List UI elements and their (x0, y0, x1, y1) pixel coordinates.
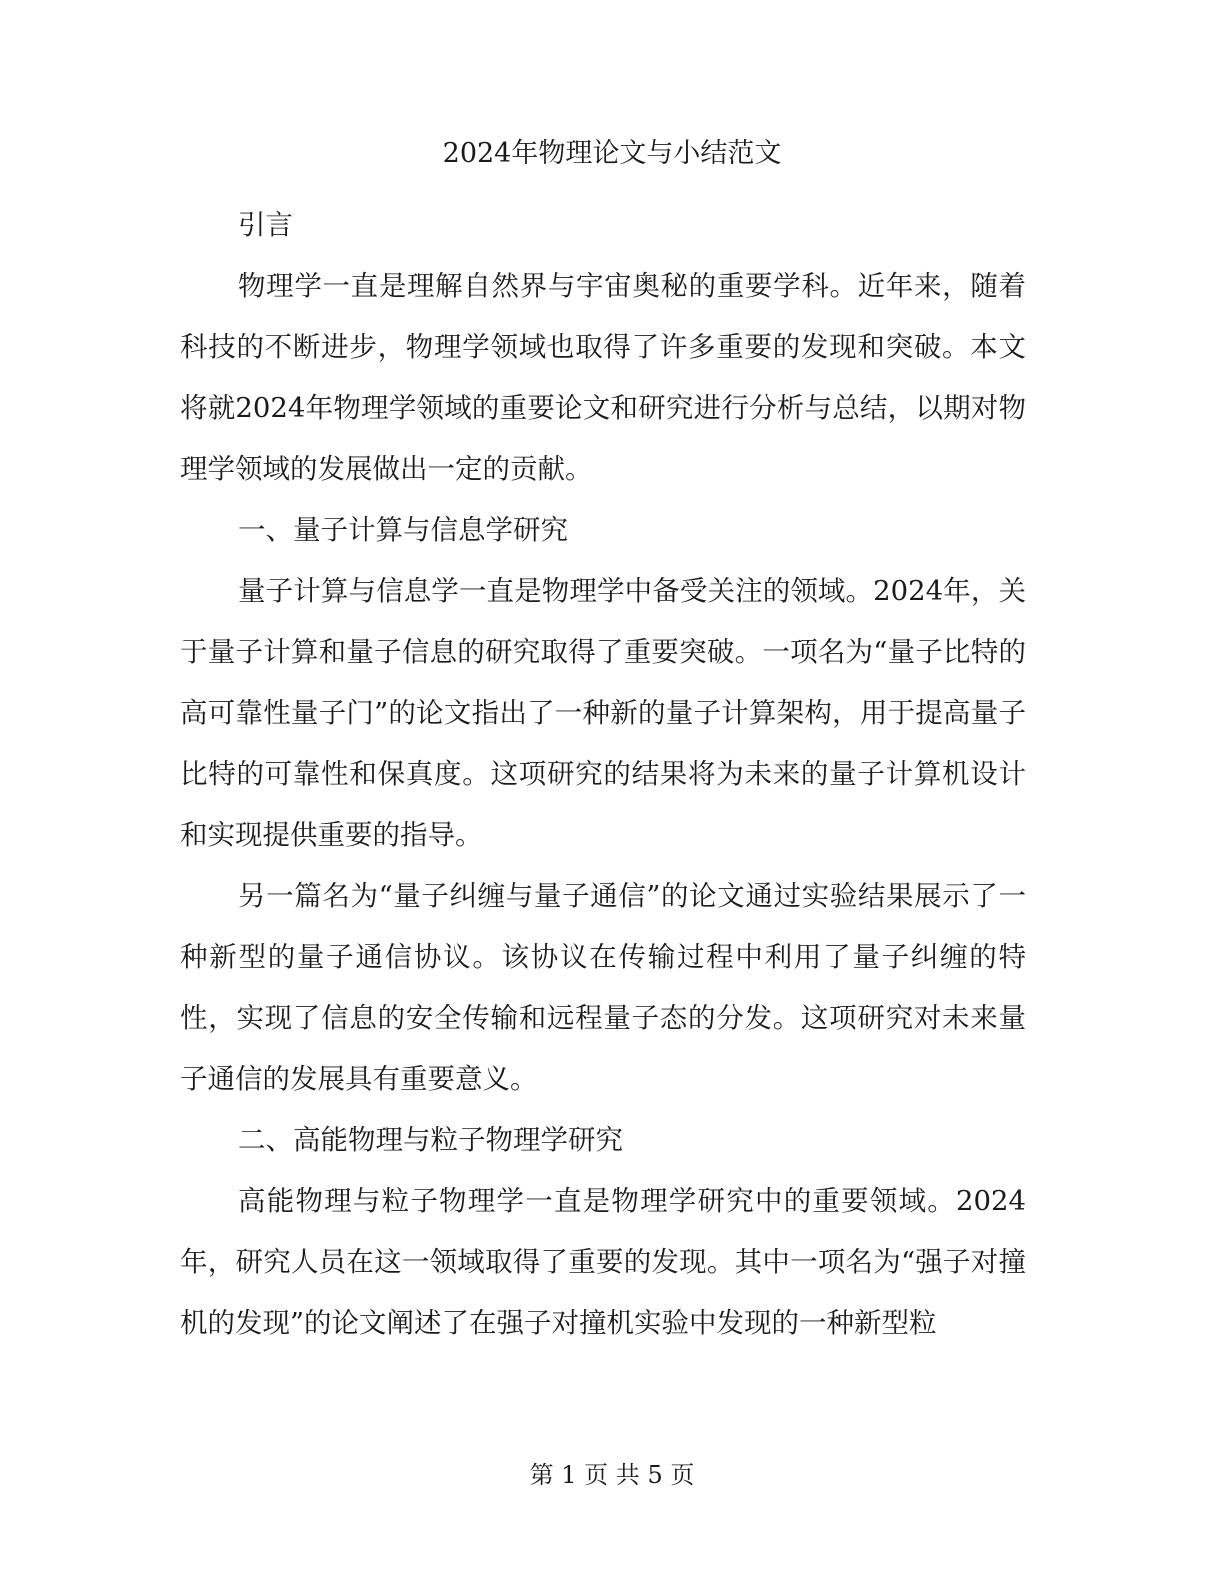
section-heading-intro: 引言 (238, 209, 293, 241)
paragraph-high-energy: 高能物理与粒子物理学一直是物理学研究中的重要领域。2024年，研究人员在这一领域取得了重要的发现。其中一项名为“强子对撞机的发现”的论文阐述了在强子对撞机实验中发现的一种新型粒 (180, 1185, 1026, 1339)
section-heading-high-energy: 二、高能物理与粒子物理学研究 (238, 1124, 623, 1156)
document-title: 2024年物理论文与小结范文 (442, 138, 782, 169)
section-heading-quantum: 一、量子计算与信息学研究 (238, 514, 568, 546)
paragraph-quantum-1: 量子计算与信息学一直是物理学中备受关注的领域。2024年，关于量子计算和量子信息的研究取得了重要突破。一项名为“量子比特的高可靠性量子门”的论文指出了一种新的量子计算架构，用于提高量子比特的可靠性和保真度。这项研究的结果将为未来的量子计算机设计和实现提供重要的指导。 (180, 575, 1026, 851)
document-body (180, 195, 1026, 1354)
page-footer: 第 1 页 共 5 页 (529, 1461, 695, 1489)
paragraph-quantum-2: 另一篇名为“量子纠缠与量子通信”的论文通过实验结果展示了一种新型的量子通信协议。该协议在传输过程中利用了量子纠缠的特性，实现了信息的安全传输和远程量子态的分发。这项研究对未来量子通信的发展具有重要意义。 (180, 880, 1026, 1095)
paragraph-intro: 物理学一直是理解自然界与宇宙奥秘的重要学科。近年来，随着科技的不断进步，物理学领域也取得了许多重要的发现和突破。本文将就2024年物理学领域的重要论文和研究进行分析与总结，以期对物理学领域的发展做出一定的贡献。 (180, 270, 1026, 485)
